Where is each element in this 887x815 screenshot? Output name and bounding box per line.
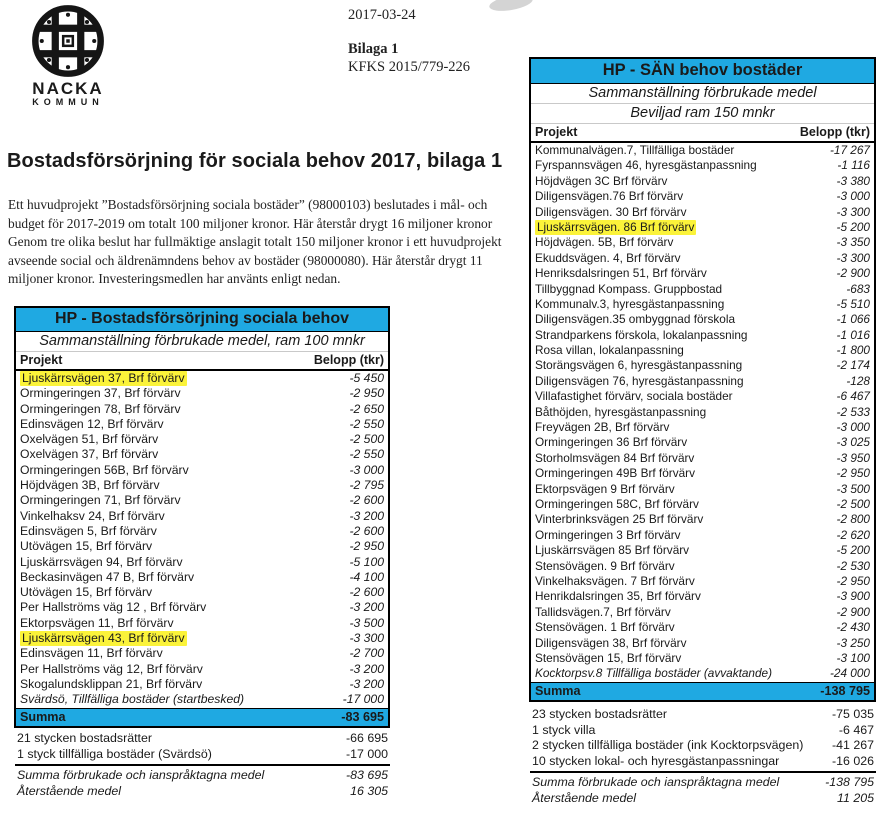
project-name: Ormingeringen 49B Brf förvärv (535, 466, 695, 481)
project-name: Edinsvägen 5, Brf förvärv (20, 523, 157, 538)
amount-value: -2 950 (349, 539, 384, 554)
table-row (531, 358, 874, 373)
project-name: Höjdvägen 3B, Brf förvärv (20, 478, 160, 493)
project-name: Ljuskärrsvägen. 86 Brf förvärv (537, 219, 695, 234)
amount-value: -2 530 (836, 558, 870, 573)
total-label: Återstående medel (532, 790, 637, 805)
amount-value: -17 267 (829, 143, 870, 157)
project-name: Storholmsvägen 84 Brf förvärv (535, 450, 695, 465)
summa-label: Summa (20, 709, 66, 724)
project-name: Ormingeringen 58C, Brf förvärv (535, 496, 699, 511)
project-name: Stensövägen. 1 Brf förvärv (535, 620, 675, 635)
amount-value: -2 533 (836, 404, 870, 419)
table-row (531, 435, 874, 450)
project-name: Höjdvägen. 5B, Brf förvärv (535, 235, 674, 250)
project-name: Höjdvägen 3C Brf förvärv (535, 173, 668, 188)
left-summary-items (15, 731, 390, 762)
table-row (531, 328, 874, 343)
table-row (16, 616, 388, 631)
amount-value: -5 100 (349, 554, 384, 569)
amount-value: -128 (846, 373, 870, 388)
amount-value: -4 100 (349, 569, 384, 584)
amount-value: -2 500 (349, 432, 384, 447)
amount-value: -17 000 (342, 692, 384, 707)
summary-amount: -66 695 (345, 731, 388, 745)
project-name: Ektorpsvägen 11, Brf förvärv (20, 615, 174, 630)
amount-value: -2 950 (836, 466, 870, 481)
doc-bilaga: Bilaga 1 (348, 41, 399, 57)
table-row (531, 466, 874, 481)
amount-value: -2 950 (836, 573, 870, 588)
right-table-summa-row (531, 682, 874, 700)
amount-value: -2 900 (836, 266, 870, 281)
total-label: Summa förbrukade och ianspråktagna medel (17, 768, 265, 783)
amount-value: -2 900 (836, 604, 870, 619)
project-name: Vinterbrinksvägen 25 Brf förvärv (535, 512, 704, 527)
amount-value: -2 430 (836, 620, 870, 635)
project-name: Stensövägen 15, Brf förvärv (535, 650, 682, 665)
document-meta (348, 6, 470, 76)
project-name: Diligensvägen.76 Brf förvärv (535, 189, 684, 204)
left-table-column-headers (16, 352, 388, 371)
amount-value: -2 600 (349, 523, 384, 538)
table-row (16, 493, 388, 508)
right-table-title: HP - SÄN behov bostäder (531, 59, 874, 84)
project-name: Tallidsvägen.7, Brf förvärv (535, 604, 671, 619)
amount-value: -3 200 (349, 600, 384, 615)
table-row (16, 631, 388, 646)
project-name: Ljuskärrsvägen 37, Brf förvärv (22, 371, 185, 385)
table-row (531, 312, 874, 327)
table-row (531, 482, 874, 497)
column-header-project: Projekt (535, 125, 578, 139)
project-name: Fyrspannsvägen 46, hyresgästanpassning (535, 158, 757, 173)
total-row (15, 784, 390, 800)
table-row (531, 528, 874, 543)
table-row (531, 512, 874, 527)
project-name: Tillbyggnad Kompass. Gruppbostad (535, 281, 723, 296)
table-row (531, 205, 874, 220)
amount-value: -2 700 (349, 646, 384, 661)
table-row (16, 386, 388, 401)
project-name: Båthöjden, hyresgästanpassning (535, 404, 707, 419)
amount-value: -5 450 (349, 371, 384, 385)
amount-value: -3 250 (836, 635, 870, 650)
table-row (531, 636, 874, 651)
amount-value: -2 550 (349, 416, 384, 431)
summary-row (15, 731, 390, 747)
amount-value: -3 100 (836, 650, 870, 665)
logo-text-nacka: NACKA (32, 79, 104, 98)
left-table-summary (15, 731, 390, 799)
summa-amount: -83 695 (341, 709, 384, 724)
project-name: Rosa villan, lokalanpassning (535, 343, 684, 358)
amount-value: -3 200 (349, 508, 384, 523)
project-name: Diligensvägen 76, hyresgästanpassning (535, 373, 744, 388)
total-row (530, 775, 876, 791)
project-name: Henriksdalsringen 51, Brf förvärv (535, 266, 707, 281)
page-title: Bostadsförsörjning för sociala behov 2017, bilaga 1 (7, 150, 503, 172)
left-table-summa-row (16, 708, 388, 726)
project-name: Henrikdalsringen 35, Brf förvärv (535, 589, 701, 604)
total-row (15, 768, 390, 784)
summary-row (15, 747, 390, 763)
project-name: Edinsvägen 12, Brf förvärv (20, 416, 164, 431)
project-name: Edinsvägen 11, Brf förvärv (20, 646, 163, 661)
table-row (531, 389, 874, 404)
project-name: Per Hallströms väg 12, Brf förvärv (20, 661, 203, 676)
amount-value: -1 066 (836, 312, 870, 327)
logo-text-kommun: KOMMUN (32, 97, 104, 107)
amount-value: -3 300 (349, 631, 384, 646)
amount-value: -3 350 (836, 235, 870, 250)
project-name: Per Hallströms väg 12 , Brf förvärv (20, 600, 207, 615)
table-row (531, 266, 874, 281)
nacka-wheel-icon (16, 3, 120, 79)
amount-value: -1 116 (837, 158, 870, 173)
project-name: Utövägen 15, Brf förvärv (20, 585, 153, 600)
table-row (16, 417, 388, 432)
amount-value: -6 467 (836, 389, 870, 404)
summary-amount: -17 000 (345, 746, 388, 761)
table-row (16, 555, 388, 570)
amount-value: -3 900 (836, 589, 870, 604)
project-name: Vinkelhaksvägen. 7 Brf förvärv (535, 573, 695, 588)
project-name: Ormingeringen 3 Brf förvärv (535, 527, 681, 542)
amount-value: -2 800 (836, 512, 870, 527)
amount-value: -24 000 (829, 666, 870, 681)
project-name: Beckasinvägen 47 B, Brf förvärv (20, 569, 195, 584)
project-name: Utövägen 15, Brf förvärv (20, 539, 153, 554)
table-row (531, 297, 874, 312)
project-name: Ljuskärrsvägen 94, Brf förvärv (20, 554, 183, 569)
amount-value: -3 380 (836, 173, 870, 188)
total-label: Återstående medel (17, 783, 122, 798)
project-name: Vinkelhaksv 24, Brf förvärv (20, 508, 165, 523)
right-summary-totals (530, 775, 876, 806)
amount-value: -2 795 (349, 478, 384, 493)
table-row (16, 692, 388, 707)
project-name: Ormingeringen 56B, Brf förvärv (20, 462, 189, 477)
table-row (531, 620, 874, 635)
amount-value: -2 550 (349, 447, 384, 462)
doc-reference-number: KFKS 2015/779-226 (348, 59, 471, 75)
summary-row (530, 723, 876, 739)
project-name: Storängsvägen 6, hyresgästanpassning (535, 358, 743, 373)
project-name: Diligensvägen 38, Brf förvärv (535, 635, 687, 650)
amount-value: -1 016 (836, 327, 870, 342)
amount-value: -2 174 (836, 358, 870, 373)
amount-value: -3 500 (349, 615, 384, 630)
amount-value: -3 025 (836, 435, 870, 450)
summary-row (530, 707, 876, 723)
amount-value: -1 800 (836, 343, 870, 358)
table-row (16, 432, 388, 447)
table-row (531, 158, 874, 173)
nacka-kommun-logo (16, 3, 120, 108)
total-amount: 11 205 (837, 790, 874, 805)
project-name: Ektorpsvägen 9 Brf förvärv (535, 481, 675, 496)
table-row (16, 570, 388, 585)
table-row (531, 574, 874, 589)
amount-value: -683 (846, 281, 870, 296)
project-name: Ormingeringen 37, Brf förvärv (20, 386, 181, 401)
right-summary-items (530, 707, 876, 769)
summary-label: 1 styck villa (532, 722, 596, 737)
table-row (531, 605, 874, 620)
summary-amount: -41 267 (831, 738, 874, 753)
right-table-column-headers (531, 124, 874, 143)
summary-amount: -16 026 (831, 753, 874, 768)
table-row (531, 405, 874, 420)
scan-artifact (488, 0, 534, 14)
table-row (531, 451, 874, 466)
intro-paragraph: Ett huvudprojekt ”Bostadsförsörjning sociala bostäder” (98000103) beslutades i mål- och budget för 2017-2019 om totalt 100 miljoner kronor. Här återstår drygt 16 miljoner kronor Genom tre olika beslut har fullmäktige anslagit totalt 150 miljoner kronor i ett huvudprojekt avseende social och äldrenämndens behov av bostäder (98000080). Här återstår drygt 11 miljoner kronor. Investeringsmedlen har använts enligt nedan. (8, 197, 502, 287)
left-table (14, 306, 390, 728)
project-name: Freyvägen 2B, Brf förvärv (535, 420, 670, 435)
table-row (531, 374, 874, 389)
column-header-amount: Belopp (tkr) (799, 125, 870, 139)
table-row (16, 662, 388, 677)
table-row (531, 343, 874, 358)
table-row (16, 447, 388, 462)
table-row (16, 677, 388, 692)
right-table (529, 57, 876, 702)
total-amount: -138 795 (825, 775, 874, 790)
project-name: Oxelvägen 51, Brf förvärv (20, 432, 159, 447)
table-row (531, 174, 874, 189)
table-row (531, 251, 874, 266)
summary-label: 21 stycken bostadsrätter (17, 731, 152, 745)
summa-label: Summa (535, 683, 581, 698)
column-header-project: Projekt (20, 353, 63, 367)
right-table-subtitle-2: Beviljad ram 150 mnkr (531, 104, 874, 124)
amount-value: -3 000 (349, 462, 384, 477)
summary-label: 23 stycken bostadsrätter (532, 707, 667, 721)
summary-divider (530, 771, 876, 773)
table-row (16, 478, 388, 493)
amount-value: -3 950 (836, 450, 870, 465)
table-row (531, 143, 874, 158)
table-row (16, 585, 388, 600)
column-header-amount: Belopp (tkr) (313, 353, 384, 367)
project-name: Ljuskärrsvägen 85 Brf förvärv (535, 543, 690, 558)
project-name: Ormingeringen 71, Brf förvärv (20, 493, 181, 508)
amount-value: -2 600 (349, 493, 384, 508)
table-row (531, 543, 874, 558)
project-name: Kommunalv.3, hyresgästanpassning (535, 296, 725, 311)
amount-value: -2 500 (836, 496, 870, 511)
amount-value: -5 200 (836, 543, 870, 558)
table-row (531, 235, 874, 250)
project-name: Villafastighet förvärv, sociala bostäder (535, 389, 733, 404)
amount-value: -3 000 (836, 189, 870, 204)
doc-date: 2017-03-24 (348, 7, 416, 23)
left-table-rows (16, 371, 388, 708)
amount-value: -5 510 (836, 296, 870, 311)
amount-value: -3 300 (836, 250, 870, 265)
project-name: Strandparkens förskola, lokalanpassning (535, 327, 748, 342)
left-summary-totals (15, 768, 390, 799)
table-row (531, 666, 874, 681)
summary-divider (15, 764, 390, 766)
project-name: Ormingeringen 36 Brf förvärv (535, 435, 688, 450)
table-row (531, 589, 874, 604)
amount-value: -3 000 (836, 420, 870, 435)
amount-value: -5 200 (836, 219, 870, 234)
table-row (531, 497, 874, 512)
project-name: Ormingeringen 78, Brf förvärv (20, 401, 181, 416)
table-row (531, 420, 874, 435)
table-row (531, 189, 874, 204)
table-row (16, 463, 388, 478)
summary-label: 10 stycken lokal- och hyresgästanpassningar (532, 753, 780, 768)
amount-value: -3 200 (349, 676, 384, 691)
project-name: Ljuskärrsvägen 43, Brf förvärv (22, 631, 185, 646)
table-row (16, 600, 388, 615)
project-name: Kommunalvägen.7, Tillfälliga bostäder (535, 143, 735, 157)
project-name: Ekuddsvägen. 4, Brf förvärv (535, 250, 681, 265)
project-name: Oxelvägen 37, Brf förvärv (20, 447, 159, 462)
table-row (16, 371, 388, 386)
table-row (531, 220, 874, 235)
project-name: Diligensvägen.35 ombyggnad förskola (535, 312, 736, 327)
amount-value: -2 600 (349, 585, 384, 600)
right-table-rows (531, 143, 874, 682)
total-amount: -83 695 (345, 768, 388, 783)
amount-value: -3 200 (349, 661, 384, 676)
summa-amount: -138 795 (820, 683, 870, 698)
amount-value: -3 300 (836, 204, 870, 219)
right-table-summary (530, 707, 876, 807)
amount-value: -3 500 (836, 481, 870, 496)
summary-row (530, 738, 876, 754)
project-name: Svärdsö, Tillfälliga bostäder (startbesked) (20, 692, 245, 707)
summary-row (530, 754, 876, 770)
left-table-subtitle: Sammanställning förbrukade medel, ram 100 mnkr (16, 332, 388, 352)
total-label: Summa förbrukade och ianspråktagna medel (532, 775, 780, 790)
project-name: Skogalundsklippan 21, Brf förvärv (20, 676, 203, 691)
project-name: Kocktorpsv.8 Tillfälliga bostäder (avvaktande) (535, 666, 773, 681)
table-row (16, 524, 388, 539)
project-name: Diligensvägen. 30 Brf förvärv (535, 204, 687, 219)
amount-value: -2 620 (836, 527, 870, 542)
amount-value: -2 950 (349, 386, 384, 401)
summary-label: 2 stycken tillfälliga bostäder (ink Kocktorpsvägen) (532, 738, 804, 753)
total-amount: 16 305 (350, 783, 388, 798)
table-row (16, 539, 388, 554)
left-table-title: HP - Bostadsförsörjning sociala behov (16, 308, 388, 332)
table-row (531, 282, 874, 297)
right-table-subtitle-1: Sammanställning förbrukade medel (531, 84, 874, 104)
table-row (16, 509, 388, 524)
summary-label: 1 styck tillfälliga bostäder (Svärdsö) (17, 746, 212, 761)
table-row (16, 646, 388, 661)
table-row (16, 402, 388, 417)
table-row (531, 559, 874, 574)
table-row (531, 651, 874, 666)
summary-amount: -6 467 (838, 722, 874, 737)
amount-value: -2 650 (349, 401, 384, 416)
total-row (530, 791, 876, 807)
summary-amount: -75 035 (831, 707, 874, 721)
project-name: Stensövägen. 9 Brf förvärv (535, 558, 675, 573)
